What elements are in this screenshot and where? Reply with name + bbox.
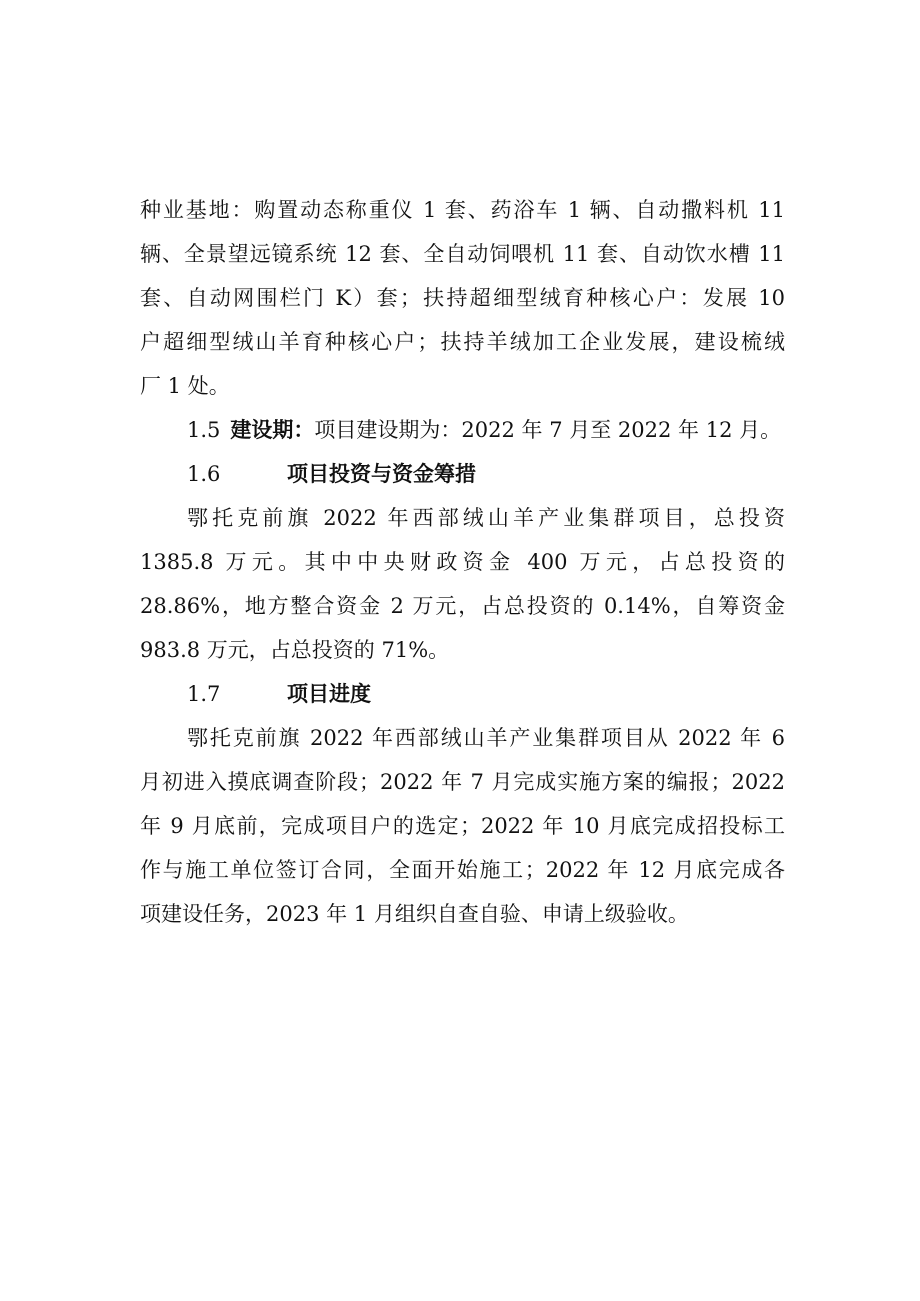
- paragraph-line: 厂 1 处。: [140, 374, 230, 398]
- paragraph-line: 辆、全景望远镜系统 12 套、全自动饲喂机 11 套、自动饮水槽 11: [140, 242, 785, 266]
- section-number: 1.6: [187, 462, 221, 486]
- section-label: 建设期：: [230, 418, 315, 442]
- paragraph-line: 年 9 月底前，完成项目户的选定；2022 年 10 月底完成招投标工: [140, 814, 785, 838]
- section-1-5: [187, 416, 785, 444]
- section-heading-1-7: [187, 680, 785, 708]
- paragraph-line: 鄂托克前旗 2022 年西部绒山羊产业集群项目，总投资: [187, 506, 785, 530]
- paragraph-line: 种业基地：购置动态称重仪 1 套、药浴车 1 辆、自动撒料机 11: [140, 198, 785, 222]
- section-text: 项目建设期为：2022 年 7 月至 2022 年 12 月。: [314, 418, 782, 442]
- paragraph-line: 户超细型绒山羊育种核心户；扶持羊绒加工企业发展，建设梳绒: [140, 330, 785, 354]
- paragraph-line: 28.86%，地方整合资金 2 万元，占总投资的 0.14%，自筹资金: [140, 594, 785, 618]
- paragraph-line: 983.8 万元，占总投资的 71%。: [140, 638, 450, 662]
- section-heading-1-6: [187, 460, 785, 488]
- paragraph-line: 鄂托克前旗 2022 年西部绒山羊产业集群项目从 2022 年 6: [187, 726, 785, 750]
- section-number: 1.7: [187, 682, 221, 706]
- paragraph-line: 月初进入摸底调查阶段；2022 年 7 月完成实施方案的编报；2022: [140, 770, 785, 794]
- section-title: 项目进度: [287, 682, 371, 706]
- section-title: 项目投资与资金筹措: [287, 462, 476, 486]
- paragraph-line: 作与施工单位签订合同，全面开始施工；2022 年 12 月底完成各: [140, 858, 785, 882]
- paragraph-line: 项建设任务，2023 年 1 月组织自查自验、申请上级验收。: [140, 902, 689, 926]
- paragraph-line: 1385.8 万元。其中中央财政资金 400 万元，占总投资的: [140, 550, 785, 574]
- paragraph-line: 套、自动网围栏门 K）套；扶持超细型绒育种核心户：发展 10: [140, 286, 785, 310]
- section-number: 1.5: [187, 418, 221, 442]
